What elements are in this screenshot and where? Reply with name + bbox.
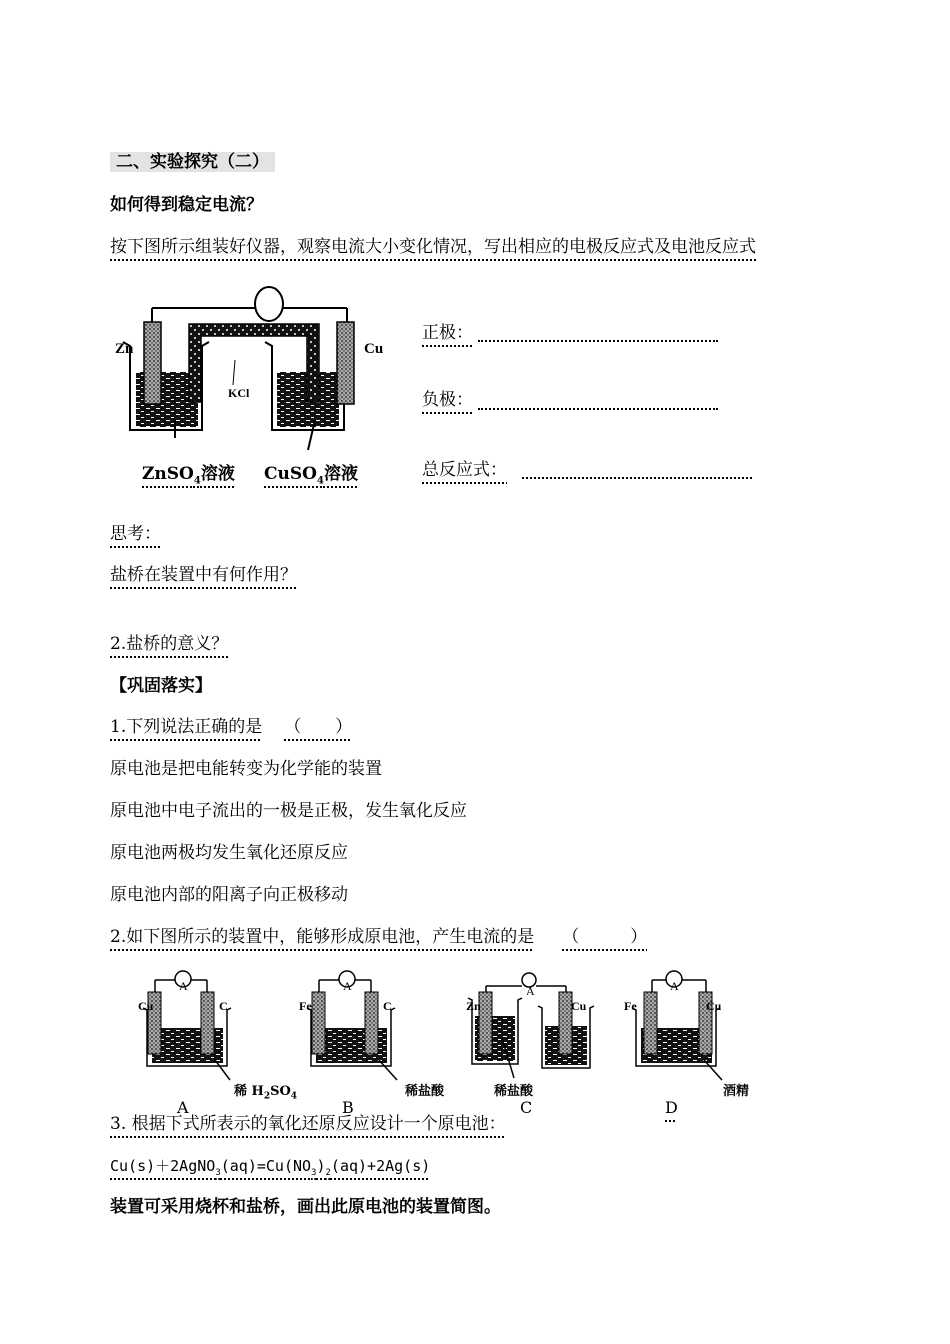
negative-electrode-blank[interactable] bbox=[478, 390, 718, 410]
consolidate-heading: 【巩固落实】 bbox=[110, 676, 212, 696]
q1-option-1: 原电池是把电能转变为化学能的装置 bbox=[110, 759, 382, 779]
cu-label: Cu bbox=[364, 341, 384, 357]
galvanometer bbox=[255, 287, 283, 321]
q1-option-2: 原电池中电子流出的一极是正极，发生氧化反应 bbox=[110, 801, 467, 821]
svg-text:Zn: Zn bbox=[466, 999, 481, 1013]
svg-text:Cu: Cu bbox=[138, 999, 154, 1013]
device-c bbox=[462, 968, 607, 1088]
device-a-caption: A bbox=[177, 1098, 189, 1117]
svg-text:A: A bbox=[526, 984, 535, 998]
question-stable-current: 如何得到稳定电流？ bbox=[110, 195, 263, 215]
znso4-caption: ZnSO$_4$溶液 bbox=[142, 464, 235, 487]
svg-text:A: A bbox=[670, 979, 679, 993]
q1-stem: 1.下列说法正确的是 （ ） bbox=[110, 717, 353, 737]
svg-text:C: C bbox=[383, 999, 392, 1013]
svg-text:A: A bbox=[343, 979, 352, 993]
svg-text:C: C bbox=[219, 999, 228, 1013]
svg-text:Cu: Cu bbox=[706, 999, 722, 1013]
think-label: 思考： bbox=[110, 524, 161, 544]
think-question-2: 2.盐桥的意义？ bbox=[110, 634, 229, 654]
device-d-solution: 酒精 bbox=[723, 1084, 750, 1099]
device-d bbox=[622, 968, 767, 1088]
q1-option-3: 原电池两极均发生氧化还原反应 bbox=[110, 843, 348, 863]
device-c-caption: C bbox=[520, 1098, 533, 1117]
device-b-solution: 稀盐酸 bbox=[405, 1084, 445, 1099]
cuso4-caption: CuSO$_4$溶液 bbox=[264, 464, 358, 487]
overall-reaction-blank[interactable] bbox=[522, 459, 752, 479]
q1-option-4: 原电池内部的阳离子向正极移动 bbox=[110, 885, 348, 905]
positive-electrode-blank[interactable] bbox=[478, 322, 718, 342]
svg-text:Fe: Fe bbox=[299, 999, 312, 1013]
svg-text:Cu: Cu bbox=[571, 999, 587, 1013]
device-a-solution: 稀 $H_2SO_4$ bbox=[234, 1084, 298, 1102]
q3-stem: 3. 根据下式所表示的氧化还原反应设计一个原电池： bbox=[110, 1114, 506, 1134]
section-title: 二、实验探究（二） bbox=[110, 150, 275, 174]
kcl-label: KCl bbox=[228, 386, 250, 400]
device-b bbox=[297, 968, 442, 1088]
device-a bbox=[135, 968, 280, 1088]
zn-electrode bbox=[144, 322, 161, 404]
positive-electrode-label: 正极： bbox=[422, 323, 473, 343]
svg-text:Fe: Fe bbox=[624, 999, 637, 1013]
instruction-text: 按下图所示组装好仪器，观察电流大小变化情况，写出相应的电极反应式及电池反应式 bbox=[110, 237, 756, 257]
svg-text:A: A bbox=[179, 979, 188, 993]
cu-electrode bbox=[337, 322, 354, 404]
q3-equation: $Cu(s)+2AgNO_3(aq)=Cu(NO_3)_2(aq)+2Ag(s)$ bbox=[110, 1157, 431, 1178]
negative-electrode-label: 负极： bbox=[422, 390, 473, 410]
q3-instruction: 装置可采用烧杯和盐桥，画出此原电池的装置简图。 bbox=[110, 1197, 501, 1217]
device-c-solution: 稀盐酸 bbox=[494, 1084, 534, 1099]
overall-reaction-label: 总反应式： bbox=[422, 460, 507, 480]
device-b-caption: B bbox=[342, 1098, 354, 1117]
zn-label: Zn bbox=[115, 341, 134, 357]
think-question-1: 盐桥在装置中有何作用？ bbox=[110, 565, 297, 585]
q2-stem: 2.如下图所示的装置中，能够形成原电池，产生电流的是 （ ） bbox=[110, 927, 648, 947]
device-d-caption: D bbox=[665, 1098, 678, 1117]
